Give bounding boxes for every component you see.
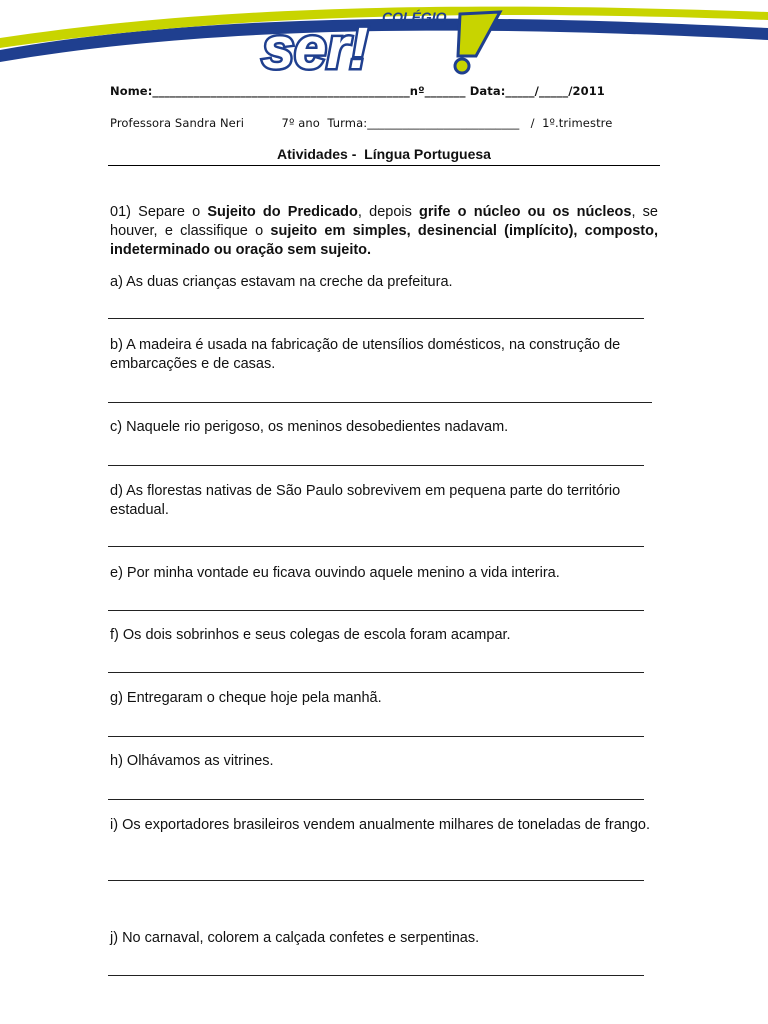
logo-exclamation-dot [455,59,469,73]
question-g: g) Entregaram o cheque hoje pela manhã. [110,690,382,706]
question-b: b) A madeira é usada na fabricação de utensílios domésticos, na construção de embarcações e de casas. [110,337,621,372]
exercise-instruction [110,203,658,260]
question-j: j) No carnaval, colorem a calçada confetes e serpentinas. [110,930,480,946]
question-h: h) Olhávamos as vitrines. [110,753,274,769]
title-divider [108,165,660,166]
answer-line-b[interactable] [108,402,652,403]
answer-line-a[interactable] [108,318,644,319]
answer-line-d[interactable] [108,546,644,547]
answer-line-h[interactable] [108,799,644,800]
answer-line-g[interactable] [108,736,644,737]
instruction-text-1: 01) Separe o [110,204,208,220]
instruction-text-3: , se houver, e classifique o [110,204,658,239]
logo-big-text: ser! [262,16,369,80]
school-banner [0,0,768,80]
teacher-info-line: Professora Sandra Neri 7º ano Turma:__________________________ / 1º.trimestre [110,116,613,130]
answer-line-e[interactable] [108,610,644,611]
question-e: e) Por minha vontade eu ficava ouvindo aquele menino a vida interira. [110,565,560,581]
question-a: a) As duas crianças estavam na creche da prefeitura. [110,274,453,290]
answer-line-c[interactable] [108,465,644,466]
logo-exclamation-accent [458,12,500,56]
answer-line-j[interactable] [108,975,644,976]
instruction-bold-2: grife o núcleo ou os núcleos [419,204,632,220]
student-info-line: Nome:____________________________________________nº_______ Data:_____/_____/2011 [110,84,605,98]
instruction-bold-1: Sujeito do Predicado [207,204,358,220]
page-title: Atividades - Língua Portuguesa [277,146,491,162]
instruction-bold-3: sujeito em simples, desinencial (implícito), composto, indeterminado ou oração sem sujeito. [110,223,658,258]
answer-line-f[interactable] [108,672,644,673]
question-f: f) Os dois sobrinhos e seus colegas de escola foram acampar. [110,627,511,643]
question-c: c) Naquele rio perigoso, os meninos desobedientes nadavam. [110,419,509,435]
instruction-text-2: , depois [357,204,420,220]
logo-small-text: COLÉGIO [382,9,447,25]
question-i: i) Os exportadores brasileiros vendem anualmente milhares de toneladas de frango. [110,817,651,833]
question-d: d) As florestas nativas de São Paulo sobrevivem em pequena parte do território estadual. [110,483,621,518]
answer-line-i[interactable] [108,880,644,881]
